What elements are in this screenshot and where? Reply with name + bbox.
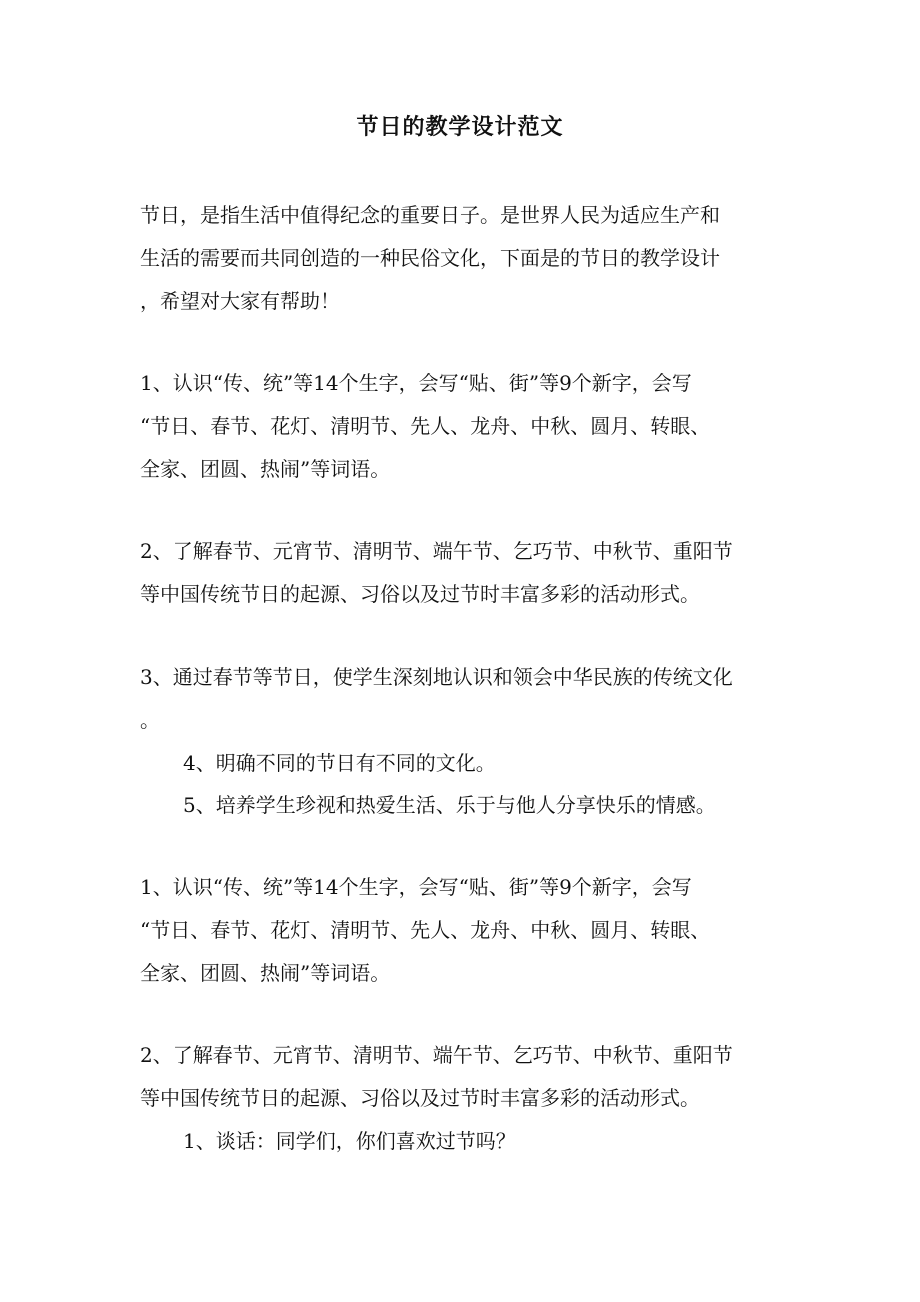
document-title: 节日的教学设计范文 [356, 114, 564, 140]
goal-b-item-2-line: 等中国传统节日的起源、习俗以及过节时丰富多彩的活动形式。 [140, 1086, 700, 1110]
intro-line: 节日，是指生活中值得纪念的重要日子。是世界人民为适应生产和 [140, 203, 720, 227]
goal-b-item-2-line: 2、了解春节、元宵节、清明节、端午节、乞巧节、中秋节、重阳节 [140, 1043, 733, 1067]
goal-item-2-line: 等中国传统节日的起源、习俗以及过节时丰富多彩的活动形式。 [140, 582, 700, 606]
goal-item-1-line: 1、认识“传、统”等14个生字，会写“贴、街”等9个新字，会写 [140, 371, 692, 395]
goal-item-5: 5、培养学生珍视和热爱生活、乐于与他人分享快乐的情感。 [183, 793, 716, 817]
goal-b-item-1-line: 1、认识“传、统”等14个生字，会写“贴、街”等9个新字，会写 [140, 875, 692, 899]
goal-item-1-line: “节日、春节、花灯、清明节、先人、龙舟、中秋、圆月、转眼、 [140, 414, 711, 438]
goal-b-item-1-line: 全家、团圆、热闹”等词语。 [140, 961, 391, 985]
goal-item-3-line: 3、通过春节等节日，使学生深刻地认识和领会中华民族的传统文化 [140, 665, 733, 689]
goal-item-4: 4、明确不同的节日有不同的文化。 [183, 751, 496, 775]
goal-b-item-1-line: “节日、春节、花灯、清明节、先人、龙舟、中秋、圆月、转眼、 [140, 918, 711, 942]
goal-item-1-line: 全家、团圆、热闹”等词语。 [140, 457, 391, 481]
goal-item-2-line: 2、了解春节、元宵节、清明节、端午节、乞巧节、中秋节、重阳节 [140, 539, 733, 563]
goal-item-3-line: 。 [140, 708, 160, 732]
process-step-1: 1、谈话：同学们，你们喜欢过节吗？ [183, 1129, 516, 1153]
intro-line: ，希望对大家有帮助！ [140, 289, 340, 313]
intro-line: 生活的需要而共同创造的一种民俗文化，下面是的节日的教学设计 [140, 246, 720, 270]
